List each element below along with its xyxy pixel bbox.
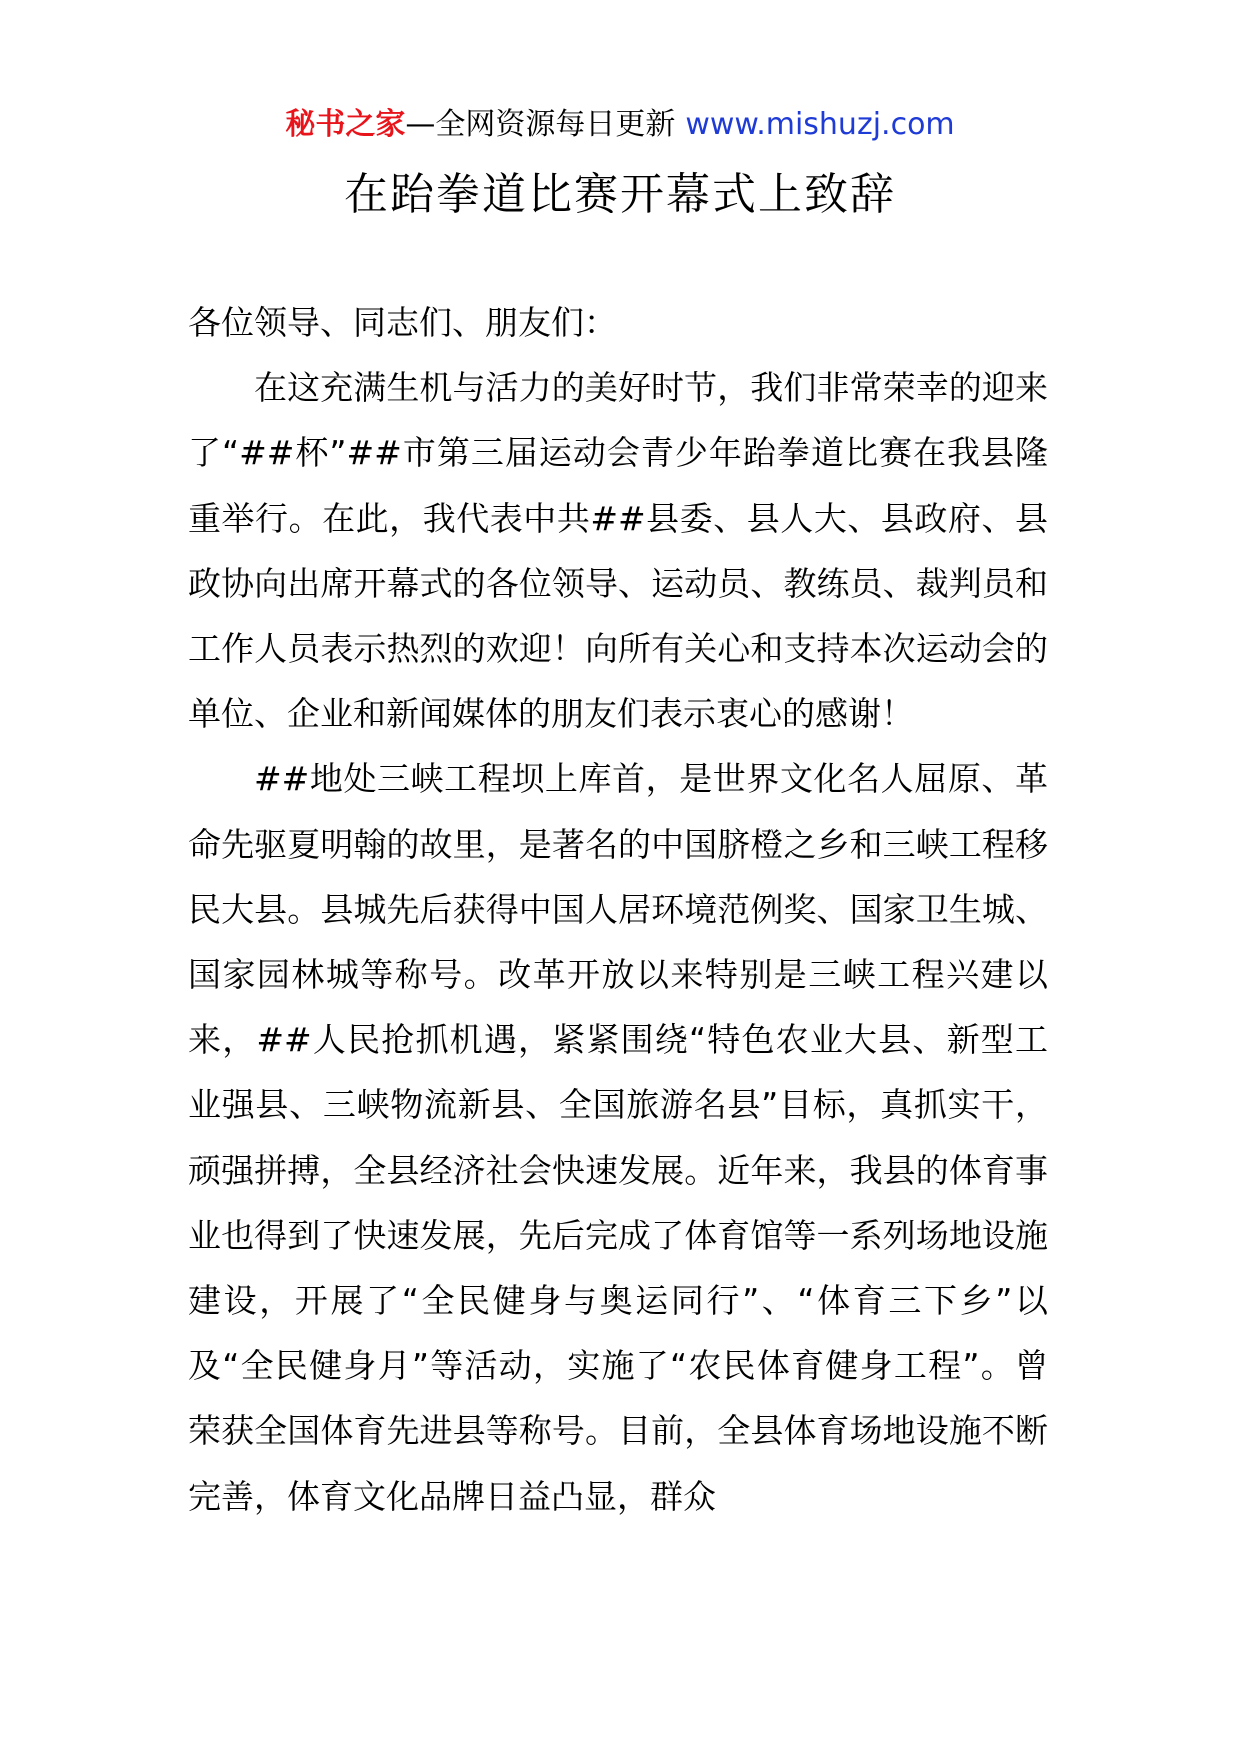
- site-url-link[interactable]: www.mishuzj.com: [685, 107, 955, 142]
- site-header: [0, 100, 1240, 150]
- document-title: 在跆拳道比赛开幕式上致辞: [344, 169, 896, 220]
- site-tagline: —全网资源每日更新: [405, 107, 676, 142]
- salutation: 各位领导、同志们、朋友们：: [188, 303, 617, 342]
- body-paragraph-2: ##地处三峡工程坝上库首，是世界文化名人屈原、革命先驱夏明翰的故里，是著名的中国脐橙之乡和三峡工程移民大县。县城先后获得中国人居环境范例奖、国家卫生城、国家园林城等称号。改革开放以来特别是三峡工程兴建以来，##人民抢抓机遇，紧紧围绕“特色农业大县、新型工业强县、三峡物流新县、全国旅游名县”目标，真抓实干，顽强拼搏，全县经济社会快速发展。近年来，我县的体育事业也得到了快速发展，先后完成了体育馆等一系列场地设施建设，开展了“全民健身与奥运同行”、“体育三下乡”以及“全民健身月”等活动，实施了“农民体育健身工程”。曾荣获全国体育先进县等称号。目前，全县体育场地设施不断完善，体育文化品牌日益凸显，群众: [188, 759, 1048, 1516]
- site-brand: 秘书之家: [285, 107, 406, 142]
- body-paragraph-1: 在这充满生机与活力的美好时节，我们非常荣幸的迎来了“##杯”##市第三届运动会青少年跆拳道比赛在我县隆重举行。在此，我代表中共##县委、县人大、县政府、县政协向出席开幕式的各位领导、运动员、教练员、裁判员和工作人员表示热烈的欢迎！向所有关心和支持本次运动会的单位、企业和新闻媒体的朋友们表示衷心的感谢！: [188, 368, 1048, 734]
- document-body: [188, 290, 1048, 1529]
